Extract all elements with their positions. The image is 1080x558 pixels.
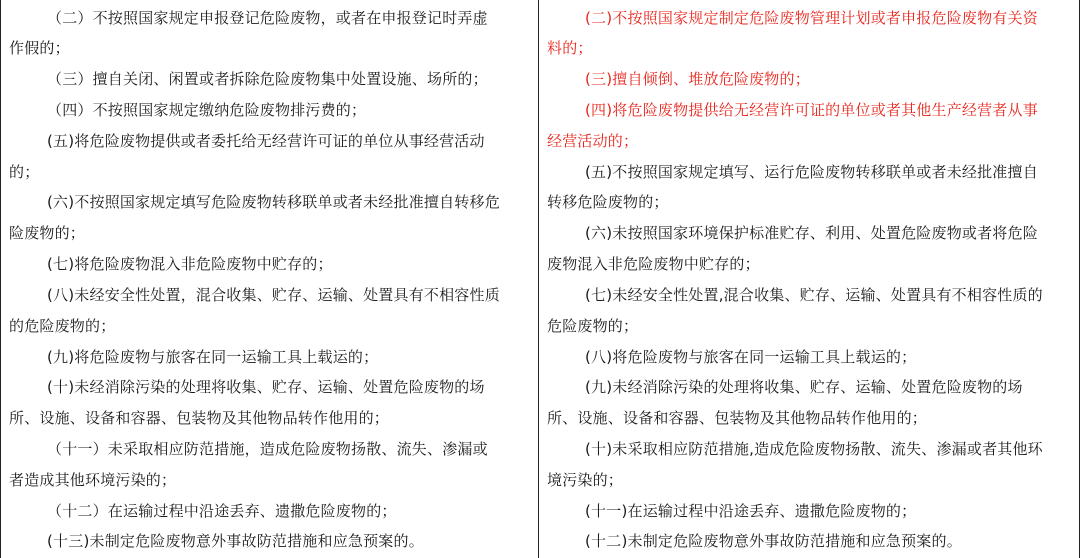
right-line-6: (五)不按照国家规定填写、运行危险废物转移联单或者未经批准擅自 xyxy=(585,163,1038,181)
column-divider xyxy=(538,0,539,558)
right-line-14: 所、设施、设备和容器、包装物及其他物品转作他用的； xyxy=(547,409,928,427)
right-line-7: 转移危险废物的； xyxy=(547,193,669,211)
right-line-9: 废物混入非危险废物中贮存的； xyxy=(547,255,760,273)
right-line-8: (六)未按照国家环境保护标准贮存、利用、处置危险废物或者将危险 xyxy=(585,224,1038,242)
right-line-15: (十)未采取相应防范措施,造成危险废物扬散、流失、渗漏或者其他环 xyxy=(585,440,1043,458)
left-line-1: （二）不按照国家规定申报登记危险废物，或者在申报登记时弄虚 xyxy=(47,9,488,27)
right-line-1-highlighted: (二)不按照国家规定制定危险废物管理计划或者申报危险废物有关资 xyxy=(585,9,1038,27)
left-line-15: （十一）未采取相应防范措施，造成危险废物扬散、流失、渗漏或 xyxy=(47,440,488,458)
left-line-12: (九)将危险废物与旅客在同一运输工具上载运的； xyxy=(47,348,379,366)
left-line-6: 的； xyxy=(9,163,40,181)
left-line-17: （十二）在运输过程中沿途丢弃、遗撒危险废物的； xyxy=(47,502,397,520)
left-line-7: (六)不按照国家规定填写危险废物转移联单或者未经批准擅自转移危 xyxy=(47,193,500,211)
right-line-12: (八)将危险废物与旅客在同一运输工具上载运的； xyxy=(585,348,917,366)
right-line-10: (七)未经安全性处置,混合收集、贮存、运输、处置具有不相容性质的 xyxy=(585,286,1043,304)
left-line-16: 者造成其他环境污染的； xyxy=(9,471,177,489)
right-line-5-highlighted: 经营活动的； xyxy=(547,132,639,150)
left-line-9: (七)将危险废物混入非危险废物中贮存的； xyxy=(47,255,333,273)
left-line-18: (十三)未制定危险废物意外事故防范措施和应急预案的。 xyxy=(47,532,424,550)
right-line-4-highlighted: (四)将危险废物提供给无经营许可证的单位或者其他生产经营者从事 xyxy=(585,101,1038,119)
left-line-14: 所、设施、设备和容器、包装物及其他物品转作他用的； xyxy=(9,409,390,427)
left-line-4: （四）不按照国家规定缴纳危险废物排污费的； xyxy=(47,101,367,119)
right-line-3-highlighted: (三)擅自倾倒、堆放危险废物的； xyxy=(585,70,810,88)
right-line-2-highlighted: 料的； xyxy=(547,39,593,57)
left-line-2: 作假的； xyxy=(9,39,70,57)
left-line-5: (五)将危险废物提供或者委托给无经营许可证的单位从事经营活动 xyxy=(47,132,485,150)
right-line-17: (十一)在运输过程中沿途丢弃、遗撒危险废物的； xyxy=(585,502,917,520)
right-line-18: (十二)未制定危险废物意外事故防范措施和应急预案的。 xyxy=(585,532,962,550)
left-line-13: (十)未经消除污染的处理将收集、贮存、运输、处置危险废物的场 xyxy=(47,378,485,396)
left-line-10: (八)未经安全性处置，混合收集、贮存、运输、处置具有不相容性质 xyxy=(47,286,500,304)
right-line-11: 危险废物的； xyxy=(547,317,639,335)
left-line-11: 的危险废物的； xyxy=(9,317,116,335)
right-line-13: (九)未经消除污染的处理将收集、贮存、运输、处置危险废物的场 xyxy=(585,378,1023,396)
left-line-3: （三）擅自关闭、闲置或者拆除危险废物集中处置设施、场所的； xyxy=(47,70,488,88)
right-line-16: 境污染的； xyxy=(547,471,624,489)
left-line-8: 险废物的； xyxy=(9,224,86,242)
